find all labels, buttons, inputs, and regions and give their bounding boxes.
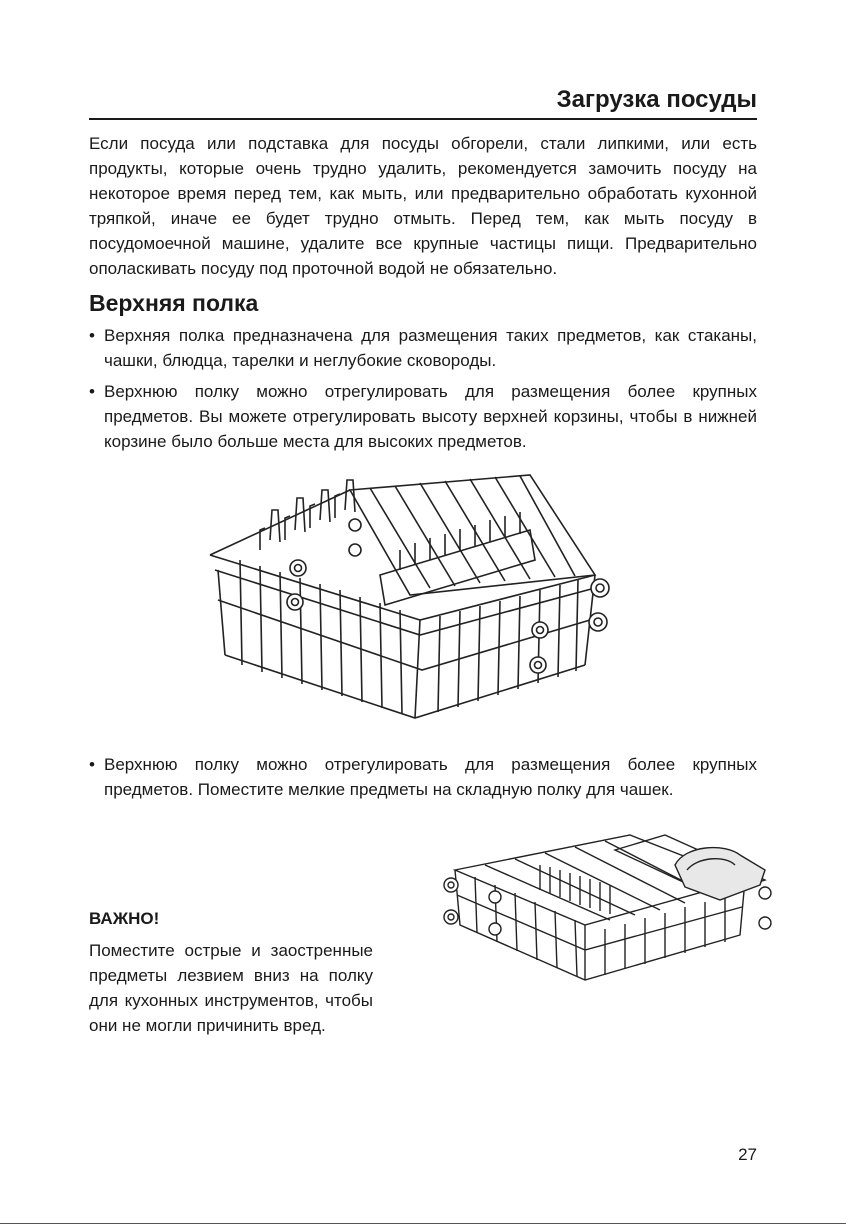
bullet-dot: • bbox=[89, 755, 95, 774]
bullet-item bbox=[89, 323, 757, 373]
bullet-list bbox=[89, 323, 757, 460]
page-number: 27 bbox=[738, 1145, 757, 1164]
bullet-dot: • bbox=[89, 382, 95, 401]
bullet-text: Верхняя полка предназначена для размещения таких предметов, как стаканы, чашки, блюдца, тарелки и неглубокие сковороды. bbox=[104, 326, 757, 370]
intro-paragraph: Если посуда или подставка для посуды обгорели, стали липкими, или есть продукты, которые очень трудно удалить, рекомендуется замочить посуду на некоторое время перед тем, как мыть, или предварительно обработать кухонной тряпкой, иначе ее будет трудно отмыть. Перед тем, как мыть посуду в посудомоечной машине, удалите все крупные частицы пищи. Предварительно ополаскивать посуду под проточной водой не обязательно. bbox=[89, 134, 757, 278]
bullet-text: Верхнюю полку можно отрегулировать для размещения более крупных предметов. Вы можете отрегулировать высоту верхней корзины, чтобы в нижней корзине было больше места для высоких предметов. bbox=[104, 382, 757, 451]
bullet-item bbox=[89, 752, 757, 802]
bullet-item bbox=[89, 379, 757, 454]
header-divider bbox=[89, 118, 757, 120]
bottom-divider bbox=[0, 1223, 846, 1224]
bullet-dot: • bbox=[89, 326, 95, 345]
bullet-list-2 bbox=[89, 752, 757, 808]
important-heading: ВАЖНО! bbox=[89, 909, 160, 928]
page-title: Загрузка посуды bbox=[556, 86, 757, 113]
upper-rack-illustration bbox=[200, 470, 620, 725]
section-title: Верхняя полка bbox=[89, 290, 259, 316]
cup-shelf-illustration bbox=[435, 825, 775, 985]
important-text: Поместите острые и заостренные предметы лезвием вниз на полку для кухонных инструментов, чтобы они не могли причинить вред. bbox=[89, 941, 373, 1035]
bullet-text: Верхнюю полку можно отрегулировать для размещения более крупных предметов. Поместите мелкие предметы на складную полку для чашек. bbox=[104, 755, 757, 799]
